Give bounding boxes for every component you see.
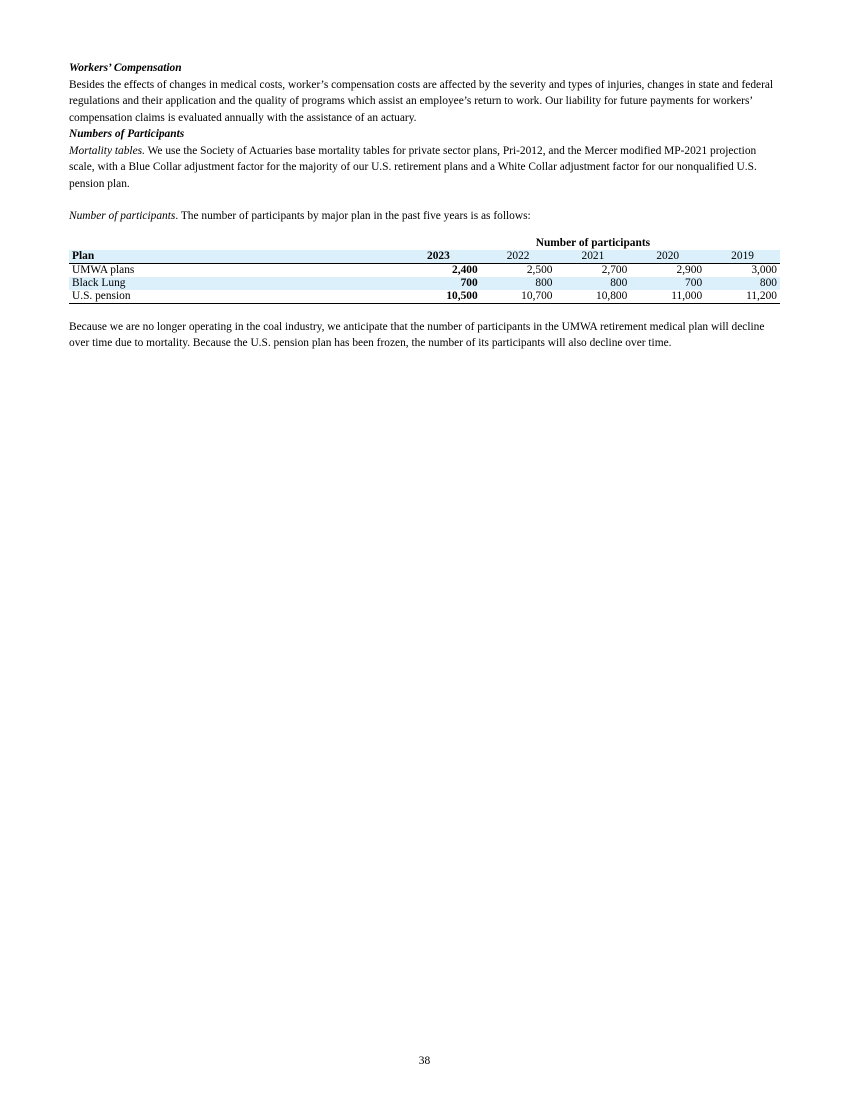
row-value-2020: 700 [630, 277, 705, 290]
table-row [69, 290, 780, 304]
row-value-2022: 800 [481, 277, 556, 290]
row-plan: U.S. pension [69, 290, 396, 304]
mortality-text: We use the Society of Actuaries base mortality tables for private sector plans, Pri-2012, and the Mercer modified MP-2021 projection scale, with a Blue Collar adjustment factor for the majority of our U.S. retirement plans and a White Collar adjustment factor for our nonqualified U.S. pension plan. [69, 144, 757, 190]
table-row [69, 263, 780, 277]
mortality-label: Mortality tables. [69, 144, 145, 157]
table-header-row [69, 250, 780, 264]
row-value-2019: 3,000 [751, 263, 777, 276]
number-text: . The number of participants by major plan in the past five years is as follows: [175, 210, 531, 222]
row-value-2019: 11,200 [705, 290, 780, 304]
table-super-header: Number of participants [535, 236, 651, 249]
super-header-blank-2019 [705, 237, 780, 250]
header-year-2020: 2020 [630, 250, 705, 264]
super-header-blank [69, 237, 396, 250]
row-value-2022: 10,700 [481, 290, 556, 304]
closing-paragraph: Because we are no longer operating in the coal industry, we anticipate that the number of participants in the UMWA retirement medical plan will decline over time due to mortality. Because the U.S. pension plan has been frozen, the number of its participants will also decline over time. [69, 320, 765, 349]
table-super-header-row [69, 237, 780, 250]
workers-comp-heading: Workers’ Compensation [69, 62, 182, 74]
page-content [69, 60, 781, 352]
row-value-2020: 11,000 [630, 290, 705, 304]
row-plan: UMWA plans [72, 263, 135, 276]
participants-table [69, 237, 780, 304]
number-label: Number of participants [69, 210, 176, 222]
workers-comp-paragraph: Besides the effects of changes in medical costs, worker’s compensation costs are affected by the severity and types of injuries, changes in state and federal regulations and their application and the quality of programs which assist an employee’s return to work. Our liability for future payments for workers’ compensation claims is evaluated annually with the assistance of an actuary. [69, 78, 774, 124]
page-number: 38 [418, 1055, 431, 1067]
mortality-paragraph [69, 143, 781, 193]
header-year-2022: 2022 [481, 250, 556, 264]
paragraph-spacer [69, 192, 781, 208]
row-value-2021: 800 [556, 277, 631, 290]
row-value-2021: 2,700 [601, 263, 628, 276]
row-value-2023: 2,400 [452, 263, 478, 276]
header-plan: Plan [69, 250, 396, 264]
row-value-2022: 2,500 [526, 263, 553, 276]
number-paragraph [69, 208, 781, 225]
row-value-2023: 700 [396, 277, 481, 290]
header-year-2019: 2019 [705, 250, 780, 264]
row-value-2021: 10,800 [556, 290, 631, 304]
row-value-2019: 800 [705, 277, 780, 290]
header-year-2021: 2021 [556, 250, 631, 264]
super-header-blank-2023 [396, 237, 481, 250]
row-value-2020: 2,900 [676, 263, 703, 276]
table-row [69, 277, 780, 290]
header-year-2023: 2023 [396, 250, 481, 264]
row-plan: Black Lung [69, 277, 396, 290]
participants-heading: Numbers of Participants [69, 128, 185, 140]
row-value-2023: 10,500 [396, 290, 481, 304]
